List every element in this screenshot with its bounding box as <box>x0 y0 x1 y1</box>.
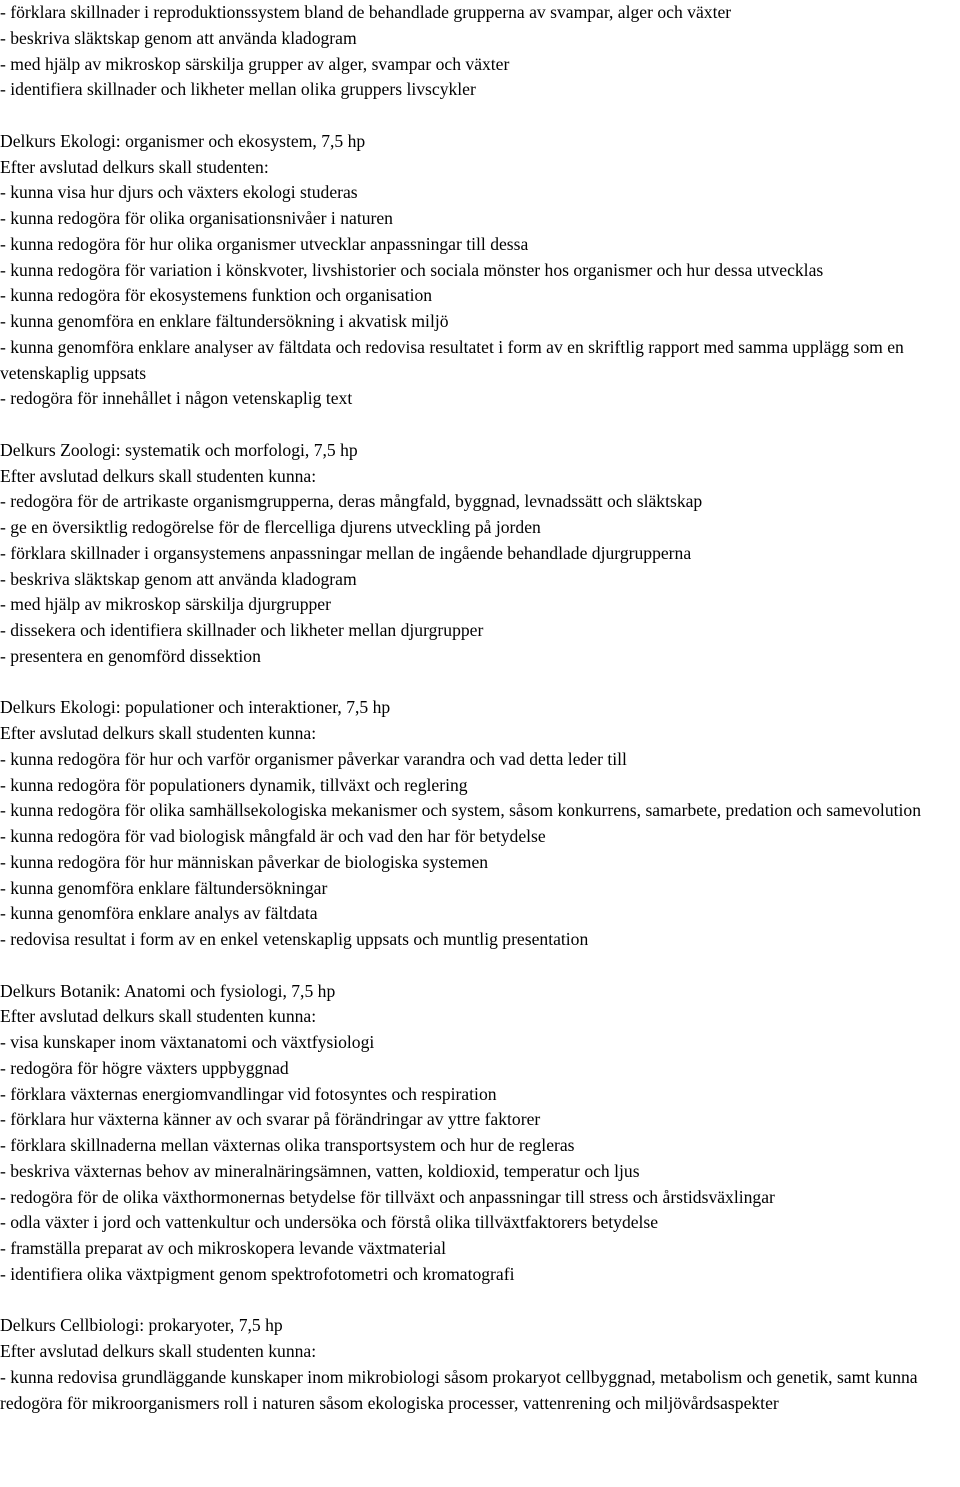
section-subtitle: Efter avslutad delkurs skall studenten kunna: <box>0 723 317 743</box>
list-item: - kunna genomföra enklare analys av fältdata <box>0 903 318 924</box>
section-title: Delkurs Zoologi: systematik och morfologi, 7,5 hp <box>0 439 358 460</box>
list-item: - dissekera och identifiera skillnader och likheter mellan djurgrupper <box>0 620 484 640</box>
section-subtitle: Efter avslutad delkurs skall studenten kunna: <box>0 1341 317 1361</box>
section-botanik <box>0 979 960 1288</box>
section-subtitle: Efter avslutad delkurs skall studenten kunna: <box>0 1006 317 1027</box>
list-item: - odla växter i jord och vattenkultur och undersöka och förstå olika tillväxtfaktorers betydelse <box>0 1212 659 1233</box>
list-item: - kunna redogöra för ekosystemens funktion och organisation <box>0 285 433 306</box>
list-item: - visa kunskaper inom växtanatomi och växtfysiologi <box>0 1032 375 1052</box>
list-item: - kunna redogöra för hur olika organismer utvecklar anpassningar till dessa <box>0 233 529 254</box>
section-title: Delkurs Ekologi: populationer och interaktioner, 7,5 hp <box>0 697 391 718</box>
list-item: - beskriva släktskap genom att använda kladogram <box>0 568 357 589</box>
list-item: - med hjälp av mikroskop särskilja grupper av alger, svampar och växter <box>0 53 510 74</box>
list-item: - redogöra för de olika växthormonernas betydelse för tillväxt och anpassningar till stress och årstidsväxlingar <box>0 1186 775 1207</box>
list-item: - kunna redogöra för hur människan påverkar de biologiska systemen <box>0 851 489 872</box>
list-item: - förklara skillnader i organsystemens anpassningar mellan de ingående behandlade djurgrupperna <box>0 542 692 563</box>
section-title: Delkurs Cellbiologi: prokaryoter, 7,5 hp <box>0 1315 283 1336</box>
list-item: - kunna redogöra för hur och varför organismer påverkar varandra och vad detta leder till <box>0 748 627 769</box>
list-item: - presentera en genomförd dissektion <box>0 645 261 666</box>
list-item: - med hjälp av mikroskop särskilja djurgrupper <box>0 594 331 615</box>
section-subtitle: Efter avslutad delkurs skall studenten: <box>0 156 269 177</box>
list-item: - ge en översiktlig redogörelse för de flercelliga djurens utveckling på jorden <box>0 517 541 537</box>
list-item: - kunna redogöra för vad biologisk mångfald är och vad den har för betydelse <box>0 826 546 846</box>
list-item: - kunna redovisa grundläggande kunskaper inom mikrobiologi såsom prokaryot cellbyggnad, metabolism och genetik, samt kunna redogöra för mikroorganismers roll i naturen såsom ekologiska processer, vattenrening och miljövårdsaspekter <box>0 1366 918 1413</box>
section-ekologi-populationer <box>0 695 960 953</box>
section-title: Delkurs Ekologi: organismer och ekosystem, 7,5 hp <box>0 130 366 151</box>
list-item: - redogöra för innehållet i någon vetenskaplig text <box>0 388 353 409</box>
section-cellbiologi <box>0 1313 960 1416</box>
list-item: - kunna redogöra för olika organisationsnivåer i naturen <box>0 208 393 228</box>
list-item: - redogöra för de artrikaste organismgrupperna, deras mångfald, byggnad, levnadssätt och släktskap <box>0 491 703 512</box>
section-ekologi-organismer <box>0 129 960 412</box>
list-item: - beskriva växternas behov av mineralnäringsämnen, vatten, koldioxid, temperatur och ljus <box>0 1160 640 1181</box>
list-item: - förklara växternas energiomvandlingar vid fotosyntes och respiration <box>0 1083 497 1104</box>
list-item: - kunna genomföra enklare fältundersökningar <box>0 877 328 898</box>
list-item: - framställa preparat av och mikroskopera levande växtmaterial <box>0 1238 446 1258</box>
list-item: - kunna redogöra för olika samhällsekologiska mekanismer och system, såsom konkurrens, samarbete, predation och samevolution <box>0 800 921 821</box>
list-item: - kunna genomföra enklare analyser av fältdata och redovisa resultatet i form av en skriftlig rapport med samma upplägg som en vetenskaplig uppsats <box>0 336 904 383</box>
list-item: - förklara skillnader i reproduktionssystem bland de behandlade grupperna av svampar, alger och växter <box>0 2 732 22</box>
list-item: - kunna redogöra för populationers dynamik, tillväxt och reglering <box>0 774 468 795</box>
section-subtitle: Efter avslutad delkurs skall studenten kunna: <box>0 465 317 486</box>
list-item: - redovisa resultat i form av en enkel vetenskaplig uppsats och muntlig presentation <box>0 929 589 949</box>
section-zoologi <box>0 438 960 670</box>
list-item: - beskriva släktskap genom att använda kladogram <box>0 27 357 48</box>
list-item: - kunna genomföra en enklare fältundersökning i akvatisk miljö <box>0 311 449 331</box>
list-item: - kunna visa hur djurs och växters ekologi studeras <box>0 182 358 203</box>
list-item: - identifiera skillnader och likheter mellan olika gruppers livscykler <box>0 79 476 100</box>
list-item: - identifiera olika växtpigment genom spektrofotometri och kromatografi <box>0 1263 515 1284</box>
list-item: - kunna redogöra för variation i könskvoter, livshistorier och sociala mönster hos organismer och hur dessa utvecklas <box>0 259 824 280</box>
list-item: - redogöra för högre växters uppbyggnad <box>0 1057 289 1078</box>
list-item: - förklara hur växterna känner av och svarar på förändringar av yttre faktorer <box>0 1109 541 1130</box>
intro-list <box>0 0 960 103</box>
list-item: - förklara skillnaderna mellan växternas olika transportsystem och hur de regleras <box>0 1135 575 1155</box>
section-title: Delkurs Botanik: Anatomi och fysiologi, 7,5 hp <box>0 980 336 1001</box>
